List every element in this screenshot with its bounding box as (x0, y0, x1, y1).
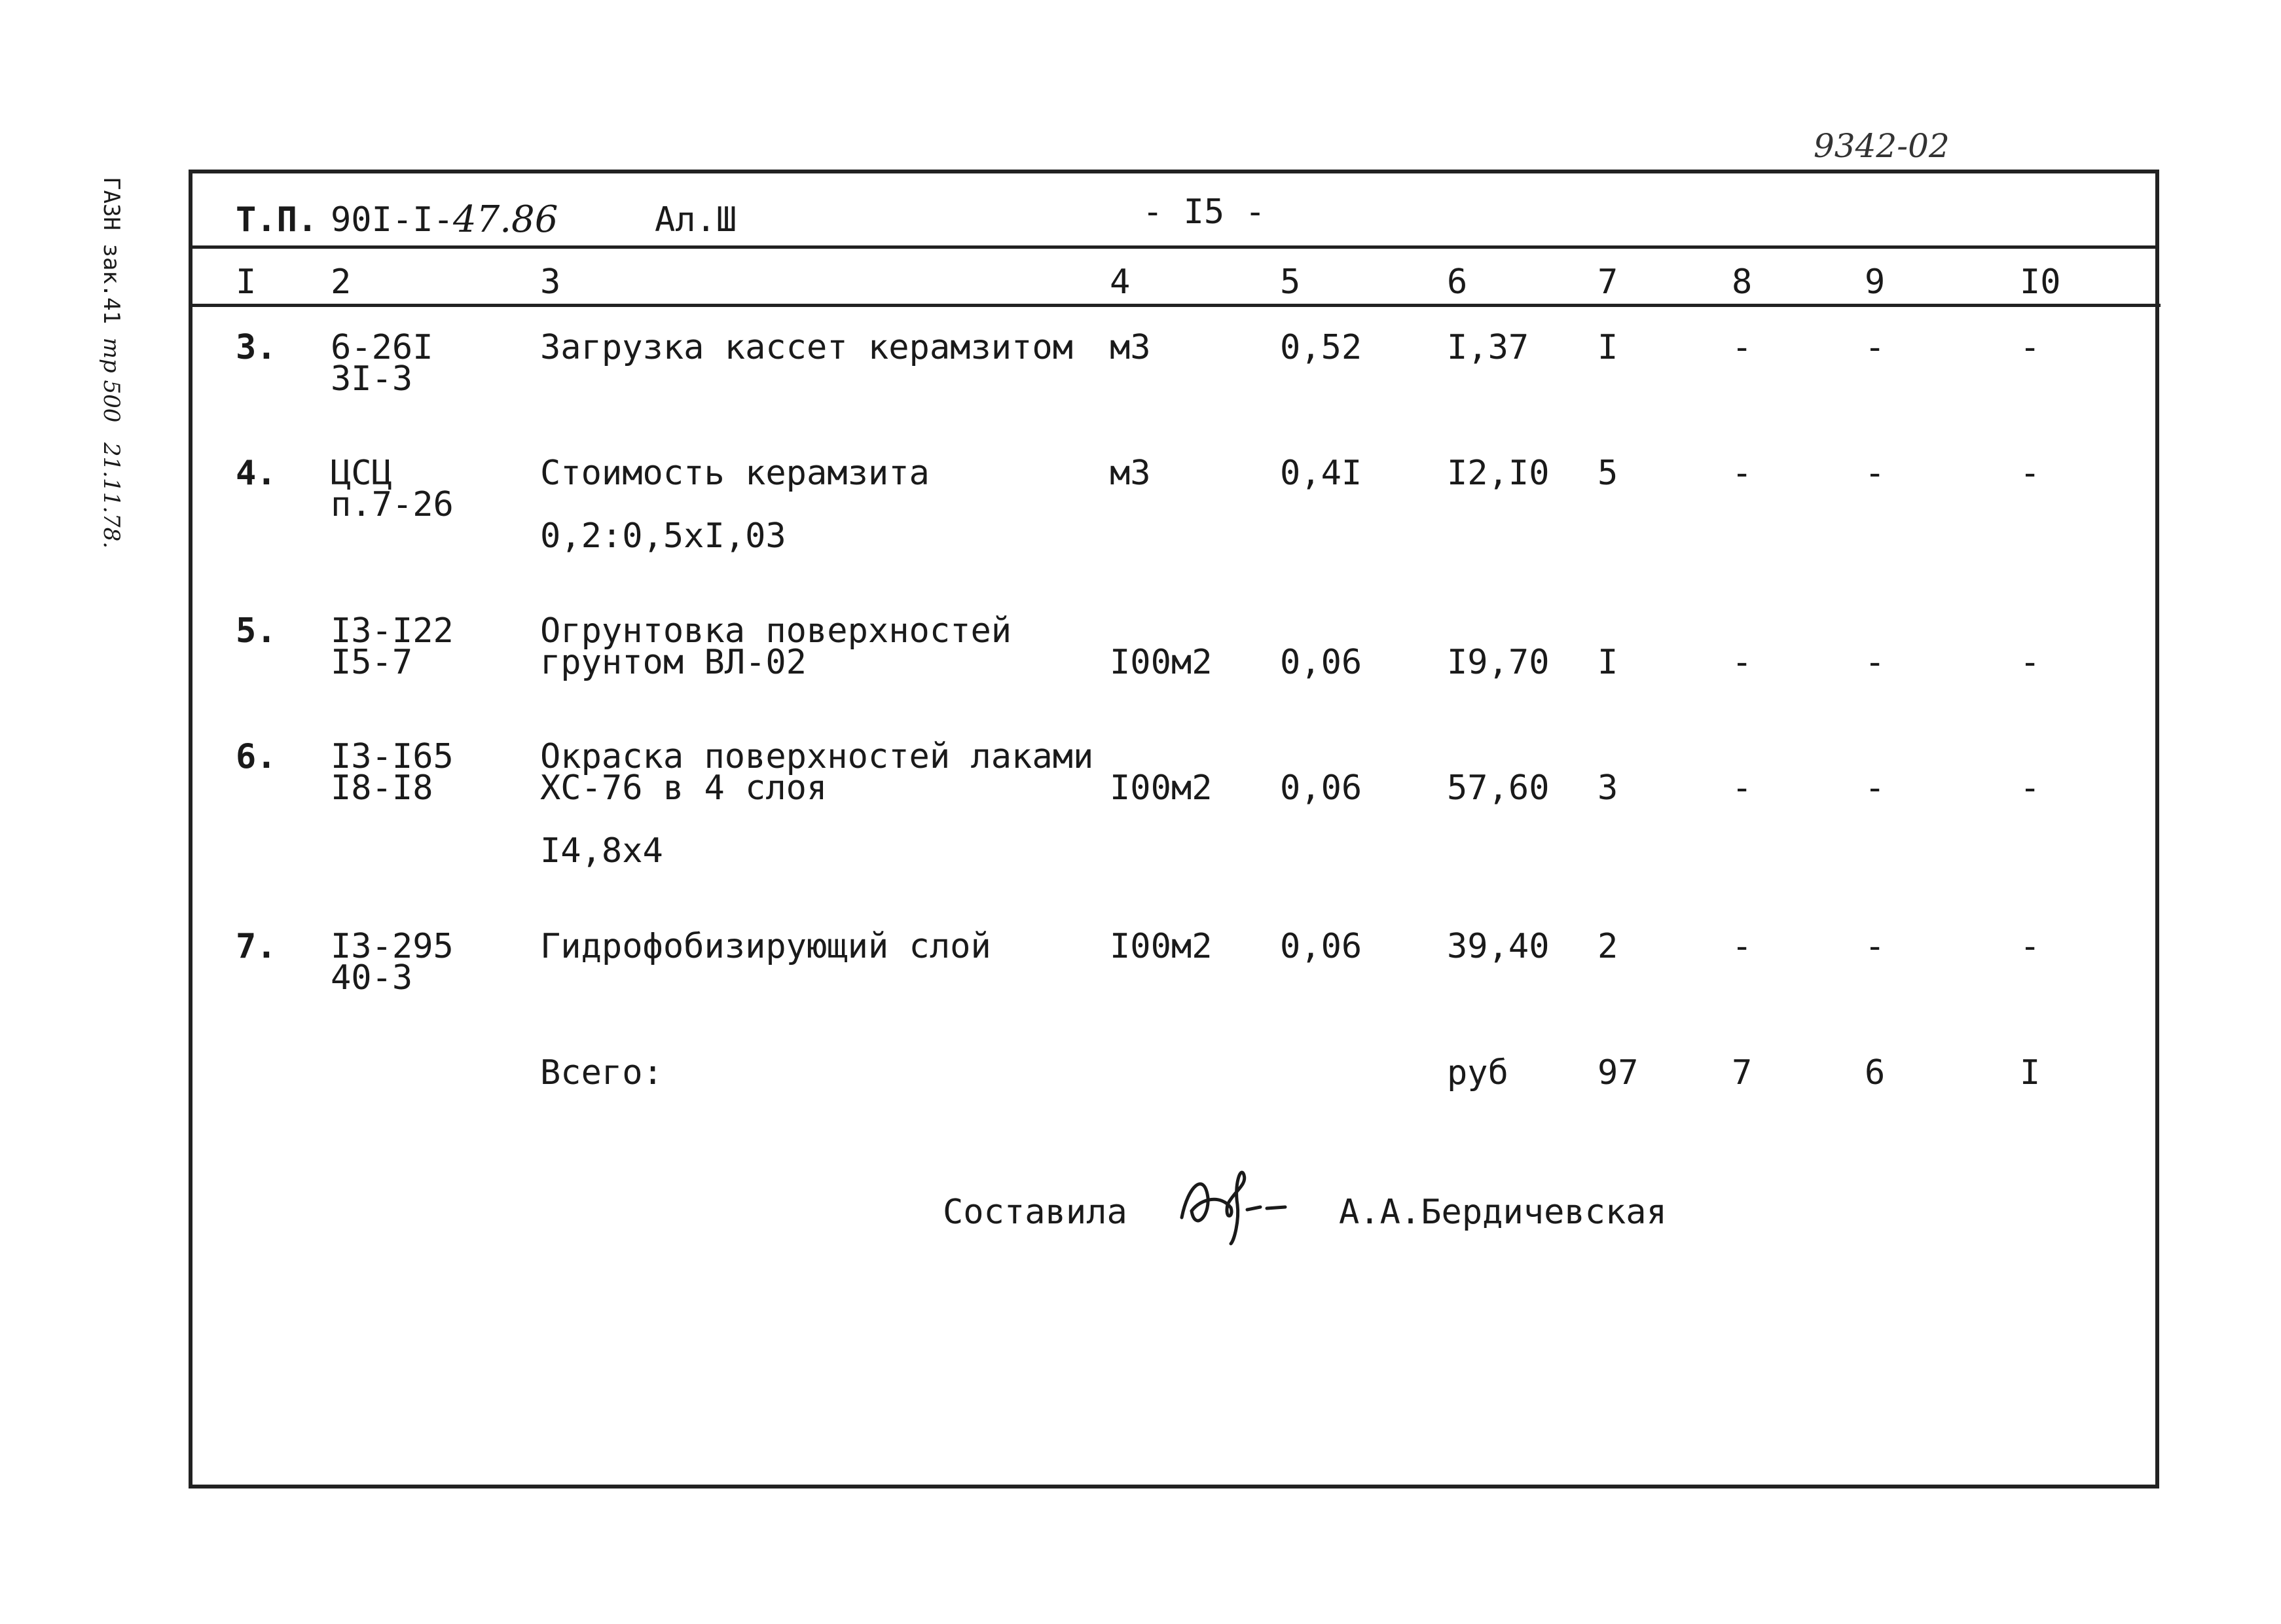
row-code-line2: I8-I8 (331, 768, 433, 808)
col-header-9: 9 (1865, 262, 1886, 302)
total-col9: 6 (1865, 1053, 1886, 1092)
row-col10: - (2020, 454, 2041, 493)
row-number: 4. (236, 454, 277, 493)
album-label: Ал.Ш (655, 200, 737, 240)
row-col8: - (1732, 927, 1753, 966)
row-quantity: 0,4I (1280, 454, 1362, 493)
stamp-order: зак.41 (98, 244, 124, 325)
compiled-label: Составила (943, 1193, 1127, 1232)
total-label: Всего: (540, 1053, 663, 1092)
row-col9: - (1865, 643, 1886, 682)
row-number: 6. (236, 737, 277, 776)
project-code-hand: 47.86 (453, 198, 558, 241)
row-unit: м3 (1110, 454, 1151, 493)
col-header-5: 5 (1280, 262, 1301, 302)
row-quantity: 0,06 (1280, 768, 1362, 808)
row-description: Загрузка кассет керамзитом (540, 328, 1073, 367)
row-col10: - (2020, 643, 2041, 682)
row-quantity: 0,06 (1280, 927, 1362, 966)
row-col7: 2 (1597, 927, 1618, 966)
row-col9: - (1865, 927, 1886, 966)
stamp-order-page: тр 500 (98, 337, 124, 423)
row-description: Стоимость керамзита (540, 454, 930, 493)
row-description-line1: Окраска поверхностей лаками (540, 737, 1094, 776)
stamp-date: 21.11.78. (98, 442, 124, 549)
row-code-line1: I3-I22 (331, 611, 454, 651)
row-unit: I00м2 (1110, 768, 1213, 808)
row-col7: I (1597, 328, 1618, 367)
row-code-line1: I3-I65 (331, 737, 454, 776)
total-col10: I (2020, 1053, 2041, 1092)
row-unit: I00м2 (1110, 927, 1213, 966)
row-price: I9,70 (1447, 643, 1550, 682)
row-unit: м3 (1110, 328, 1151, 367)
tp-label: Т.П. (236, 200, 318, 240)
total-col7: 97 (1597, 1053, 1639, 1092)
row-quantity: 0,52 (1280, 328, 1362, 367)
compiler-name: А.А.Бердичевская (1339, 1193, 1667, 1232)
col-header-1: I (236, 262, 257, 302)
project-code: 90I-I- (331, 200, 454, 240)
row-col7: I (1597, 643, 1618, 682)
row-description-line2: ХС-76 в 4 слоя (540, 768, 828, 808)
row-code-line1: ЦСЦ (331, 454, 392, 493)
row-description: Гидрофобизирующий слой (540, 927, 991, 966)
row-price: I2,I0 (1447, 454, 1550, 493)
col-header-7: 7 (1597, 262, 1618, 302)
row-description-extra: I4,8х4 (540, 831, 663, 871)
row-unit: I00м2 (1110, 643, 1213, 682)
col-header-10: I0 (2020, 262, 2061, 302)
row-col8: - (1732, 768, 1753, 808)
row-description-line1: Огрунтовка поверхностей (540, 611, 1012, 651)
col-header-3: 3 (540, 262, 561, 302)
column-header-rule (189, 304, 2161, 307)
row-number: 3. (236, 328, 277, 367)
row-col7: 5 (1597, 454, 1618, 493)
row-price: 57,60 (1447, 768, 1550, 808)
row-col7: 3 (1597, 768, 1618, 808)
row-code-line2: I5-7 (331, 643, 413, 682)
col-header-4: 4 (1110, 262, 1131, 302)
row-col9: - (1865, 454, 1886, 493)
page-frame (189, 170, 2159, 1489)
row-number: 5. (236, 611, 277, 651)
header-rule (189, 245, 2159, 249)
row-code-line1: I3-295 (331, 927, 454, 966)
col-header-6: 6 (1447, 262, 1468, 302)
print-stamp (98, 177, 124, 549)
row-col8: - (1732, 328, 1753, 367)
row-col9: - (1865, 768, 1886, 808)
row-col10: - (2020, 768, 2041, 808)
archive-number: 9342-02 (1814, 127, 1950, 165)
page-number: - I5 - (1142, 192, 1266, 232)
total-col8: 7 (1732, 1053, 1753, 1092)
row-code-line2: 40-3 (331, 958, 413, 998)
row-number: 7. (236, 927, 277, 966)
row-col9: - (1865, 328, 1886, 367)
row-col10: - (2020, 328, 2041, 367)
row-col8: - (1732, 454, 1753, 493)
row-code-line2: 3I-3 (331, 359, 413, 399)
row-price: I,37 (1447, 328, 1529, 367)
row-code-line2: п.7-26 (331, 485, 454, 524)
row-price: 39,40 (1447, 927, 1550, 966)
row-code-line1: 6-26I (331, 328, 433, 367)
row-quantity: 0,06 (1280, 643, 1362, 682)
stamp-printer: ГАЗН (98, 177, 124, 230)
row-description-line2: грунтом ВЛ-02 (540, 643, 807, 682)
total-unit: руб (1447, 1053, 1508, 1092)
row-col10: - (2020, 927, 2041, 966)
signature (1169, 1159, 1293, 1250)
col-header-8: 8 (1732, 262, 1753, 302)
row-description-extra: 0,2:0,5хI,03 (540, 516, 786, 556)
col-header-2: 2 (331, 262, 352, 302)
row-col8: - (1732, 643, 1753, 682)
